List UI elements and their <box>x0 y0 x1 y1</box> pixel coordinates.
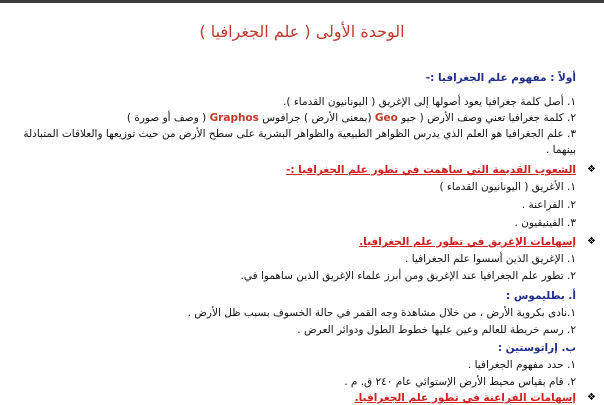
section1-item-1: ١. أصل كلمة جغرافيا يعود أصولها إلى الإغريق ( اليونانيون القدماء ). <box>283 96 576 108</box>
section2-heading: الشعوب القديمة التي ساهمت في تطور علم الجغرافيا :- <box>285 164 576 176</box>
page-title: الوحدة الأولى ( علم الجغرافيا ) <box>199 22 405 41</box>
graphos-term: Graphos <box>209 112 259 124</box>
section4-heading: إسهامات الفراعنة في تطور علم الجغرافيا. <box>354 392 576 404</box>
section1-item-2: ٢. كلمة جغرافيا تعني وصف الأرض ( جيو Geo (بمعنى الأرض ) جرافوس Graphos ( وصف أو صورة ) <box>126 112 576 124</box>
section1-item-3-cont: بينهما . <box>545 144 576 156</box>
bullet-icon: ❖ <box>587 236 596 247</box>
ptolemy-item-2: ٢. رسم خريطة للعالم وعين عليها خطوط الطول ودوائر العرض . <box>297 324 576 336</box>
section1-item-3: ٣. علم الجغرافيا هو العلم الذي يدرس الظواهر الطبيعية والظواهر البشرية على سطح الأرض من حيث توزيعها والعلاقات المتبادلة <box>23 128 576 140</box>
section2-item-1: ١. الأغريق ( اليونانيون القدماء ) <box>439 181 576 193</box>
ptolemy-item-1: ١.نادى بكروية الأرض ، من خلال مشاهدة وجه القمر في حالة الخسوف بسبب ظل الأرض . <box>187 307 576 319</box>
section2-item-3: ٣. الفينيقيون . <box>514 217 576 229</box>
section2-item-2: ٢. الفراعنة . <box>521 199 576 211</box>
eratosthenes-item-2: ٢. قام بقياس محيط الأرض الإستوائي عام ٢٤٠ ق. م . <box>344 376 576 388</box>
top-divider <box>0 0 604 3</box>
section1-heading: أولاً : مفهوم علم الجغرافيا :- <box>425 72 576 84</box>
section3-item-1: ١. الإغريق الذين أسسوا علم الجغرافيا . <box>405 253 576 265</box>
section3-item-2: ٢. تطور علم الجغرافيا عند الإغريق ومن أبرز علماء الإغريق الذين ساهموا في. <box>240 270 576 282</box>
bullet-icon: ❖ <box>587 392 596 403</box>
geo-term: Geo <box>374 112 398 124</box>
bullet-icon: ❖ <box>587 164 596 175</box>
ptolemy-heading: أ. بطليموس : <box>506 290 576 302</box>
eratosthenes-heading: ب. إراتوستين : <box>497 342 576 354</box>
eratosthenes-item-1: ١. حدد مفهوم الجغرافيا . <box>467 359 576 371</box>
section3-heading: إسهامات الإغريق في تطور علم الجغرافيا. <box>359 236 576 248</box>
